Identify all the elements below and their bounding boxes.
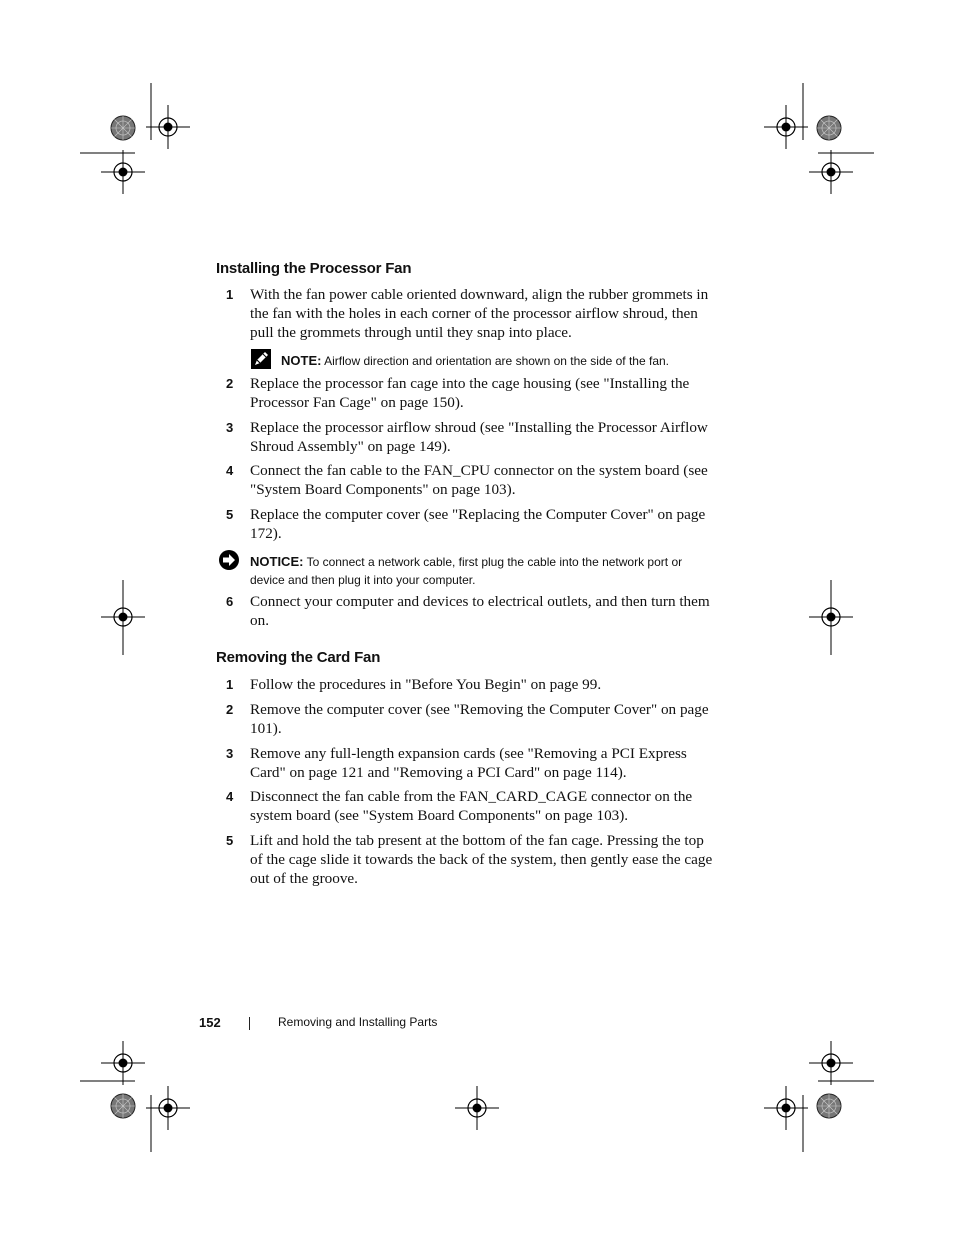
step-number: 3 <box>226 746 234 761</box>
note-text: Airflow direction and orientation are shown on the side of the fan. <box>321 354 670 368</box>
step-text: Disconnect the fan cable from the FAN_CARD_CAGE connector on the system board (see "System Board Components" on page 103). <box>250 788 693 824</box>
section-heading-removing-card-fan: Removing the Card Fan <box>216 649 381 666</box>
note-callout <box>281 352 721 370</box>
step-text: Remove any full-length expansion cards (see "Removing a PCI Express Card" on page 121 and "Removing a PCI Card" on page 114). <box>250 745 687 781</box>
step-text: With the fan power cable oriented downward, align the rubber grommets in the fan with the holes in each corner of the processor airflow shroud, then pull the grommets through until they snap into place. <box>250 286 709 341</box>
step-text: Remove the computer cover (see "Removing the Computer Cover" on page 101). <box>250 701 709 737</box>
step-text: Connect the fan cable to the FAN_CPU connector on the system board (see "System Board Components" on page 103). <box>250 462 708 498</box>
step-number: 3 <box>226 420 234 435</box>
step-number: 6 <box>226 594 234 609</box>
footer-section-title: Removing and Installing Parts <box>278 1015 438 1029</box>
step-number: 4 <box>226 789 234 804</box>
step-text: Follow the procedures in "Before You Begin" on page 99. <box>250 676 602 693</box>
step-text: Replace the processor airflow shroud (see "Installing the Processor Airflow Shroud Assembly" on page 149). <box>250 419 708 455</box>
page-number: 152 <box>199 1015 221 1030</box>
step-number: 4 <box>226 463 234 478</box>
pencil-note-icon <box>250 348 272 370</box>
notice-text: To connect a network cable, first plug the cable into the network port or device and then plug it into your computer. <box>250 555 683 587</box>
step-number: 2 <box>226 376 234 391</box>
step-number: 1 <box>226 677 234 692</box>
section-heading-installing-processor-fan: Installing the Processor Fan <box>216 260 412 277</box>
notice-label: NOTICE: <box>250 554 304 569</box>
step-text: Replace the computer cover (see "Replacing the Computer Cover" on page 172). <box>250 506 706 542</box>
step-number: 1 <box>226 287 234 302</box>
note-label: NOTE: <box>281 353 322 368</box>
step-text: Lift and hold the tab present at the bottom of the fan cage. Pressing the top of the cage slide it towards the back of the system, then gently ease the cage out of the groove. <box>250 832 713 887</box>
step-text: Replace the processor fan cage into the cage housing (see "Installing the Processor Fan Cage" on page 150). <box>250 375 690 411</box>
step-number: 5 <box>226 507 234 522</box>
notice-callout <box>250 553 716 589</box>
step-number: 2 <box>226 702 234 717</box>
step-text: Connect your computer and devices to electrical outlets, and then turn them on. <box>250 593 710 629</box>
step-number: 5 <box>226 833 234 848</box>
footer-divider <box>249 1017 250 1030</box>
notice-arrow-icon <box>218 549 240 571</box>
